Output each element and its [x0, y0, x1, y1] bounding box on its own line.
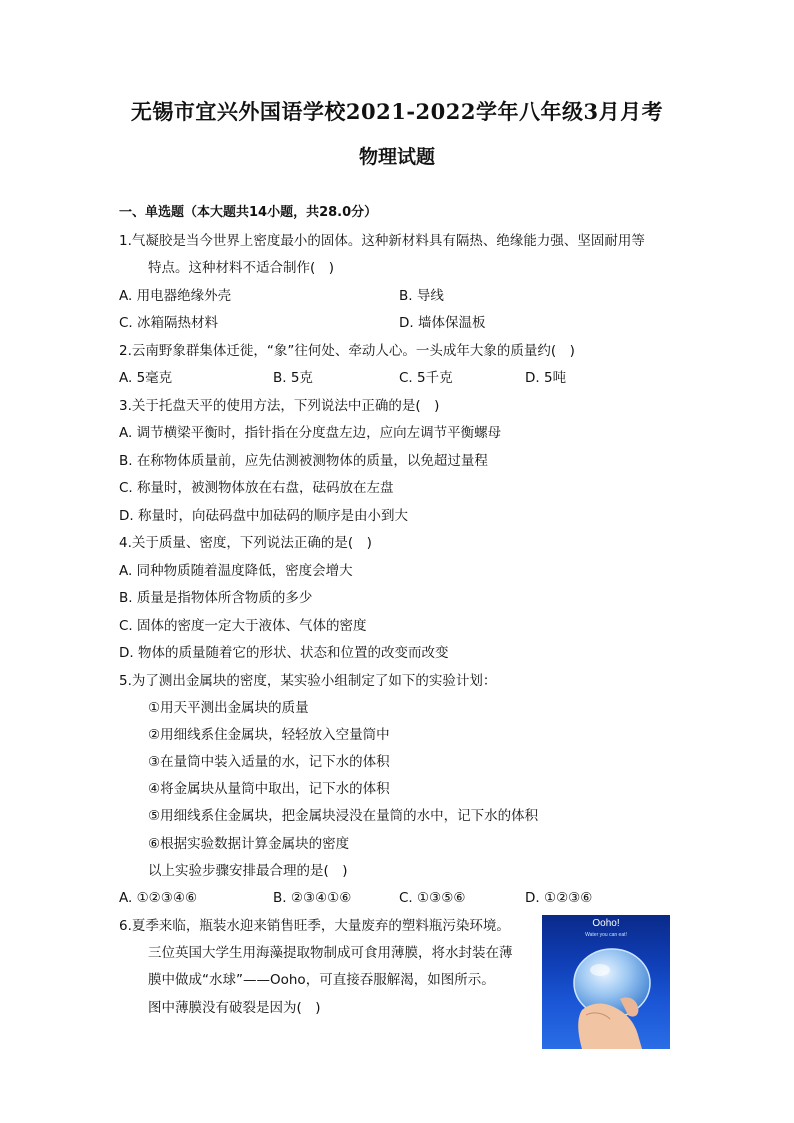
q6-line3: 膜中做成“水球”——Ooho，可直接吞服解渴，如图所示。 — [148, 972, 495, 988]
q4-stem: 4.关于质量、密度，下列说法正确的是( ) — [119, 535, 372, 551]
q5-question: 以上实验步骤安排最合理的是( ) — [148, 863, 348, 879]
q6-line4: 图中薄膜没有破裂是因为( ) — [148, 1000, 321, 1016]
q5-option-b: B. ②③④①⑥ — [273, 890, 352, 906]
q3-option-d: D. 称量时，向砝码盘中加砝码的顺序是由小到大 — [119, 508, 408, 524]
q3-stem: 3.关于托盘天平的使用方法，下列说法中正确的是( ) — [119, 398, 440, 414]
q5-stem: 5.为了测出金属块的密度，某实验小组制定了如下的实验计划： — [119, 673, 497, 689]
photo-caption-title: Ooho! — [592, 918, 620, 929]
q2-option-d: D. 5吨 — [525, 370, 567, 386]
q5-option-d: D. ①②③⑥ — [525, 890, 593, 906]
exam-title: 无锡市宜兴外国语学校2021-2022学年八年级3月月考 — [130, 99, 664, 124]
q6-line2: 三位英国大学生用海藻提取物制成可食用薄膜，将水封装在薄 — [148, 945, 513, 961]
q3-option-b: B. 在称物体质量前，应先估测被测物体的质量，以免超过量程 — [119, 453, 488, 469]
q1-option-c: C. 冰箱隔热材料 — [119, 315, 219, 331]
q1-option-d: D. 墙体保温板 — [399, 315, 486, 331]
q6-line1: 6.夏季来临，瓶装水迎来销售旺季，大量废弃的塑料瓶污染环境。 — [119, 918, 510, 934]
ooho-water-ball-photo — [542, 915, 670, 1049]
q1-stem-line1: 1.气凝胶是当今世界上密度最小的固体。这种新材料具有隔热、绝缘能力强、坚固耐用等 — [119, 233, 645, 249]
photo-caption-subtitle: Water you can eat! — [585, 932, 627, 938]
q5-step-1: ①用天平测出金属块的质量 — [148, 700, 309, 716]
q5-step-4: ④将金属块从量筒中取出，记下水的体积 — [148, 781, 390, 797]
q5-option-a: A. ①②③④⑥ — [119, 890, 198, 906]
q5-step-5: ⑤用细线系住金属块，把金属块浸没在量筒的水中，记下水的体积 — [148, 808, 539, 824]
q4-option-c: C. 固体的密度一定大于液体、气体的密度 — [119, 618, 367, 634]
q1-option-b: B. 导线 — [399, 288, 444, 304]
section-heading: 一、单选题（本大题共14小题，共28.0分） — [119, 205, 378, 220]
q4-option-a: A. 同种物质随着温度降低，密度会增大 — [119, 563, 353, 579]
q3-option-c: C. 称量时，被测物体放在右盘，砝码放在左盘 — [119, 480, 394, 496]
q1-option-a: A. 用电器绝缘外壳 — [119, 288, 232, 304]
q2-option-c: C. 5千克 — [399, 370, 453, 386]
exam-subtitle: 物理试题 — [358, 146, 435, 168]
q2-stem: 2.云南野象群集体迁徙，“象”往何处、牵动人心。一头成年大象的质量约( ) — [119, 343, 575, 359]
q3-option-a: A. 调节横梁平衡时，指针指在分度盘左边，应向左调节平衡螺母 — [119, 425, 502, 441]
q5-step-2: ②用细线系住金属块，轻轻放入空量筒中 — [148, 727, 390, 743]
q1-stem-line2: 特点。这种材料不适合制作( ) — [148, 260, 335, 276]
q4-option-d: D. 物体的质量随着它的形状、状态和位置的改变而改变 — [119, 645, 449, 661]
q4-option-b: B. 质量是指物体所含物质的多少 — [119, 590, 313, 606]
q5-step-3: ③在量筒中装入适量的水，记下水的体积 — [148, 754, 390, 770]
q2-option-b: B. 5克 — [273, 370, 313, 386]
q5-option-c: C. ①③⑤⑥ — [399, 890, 466, 906]
q5-step-6: ⑥根据实验数据计算金属块的密度 — [148, 836, 350, 852]
q2-option-a: A. 5毫克 — [119, 370, 173, 386]
